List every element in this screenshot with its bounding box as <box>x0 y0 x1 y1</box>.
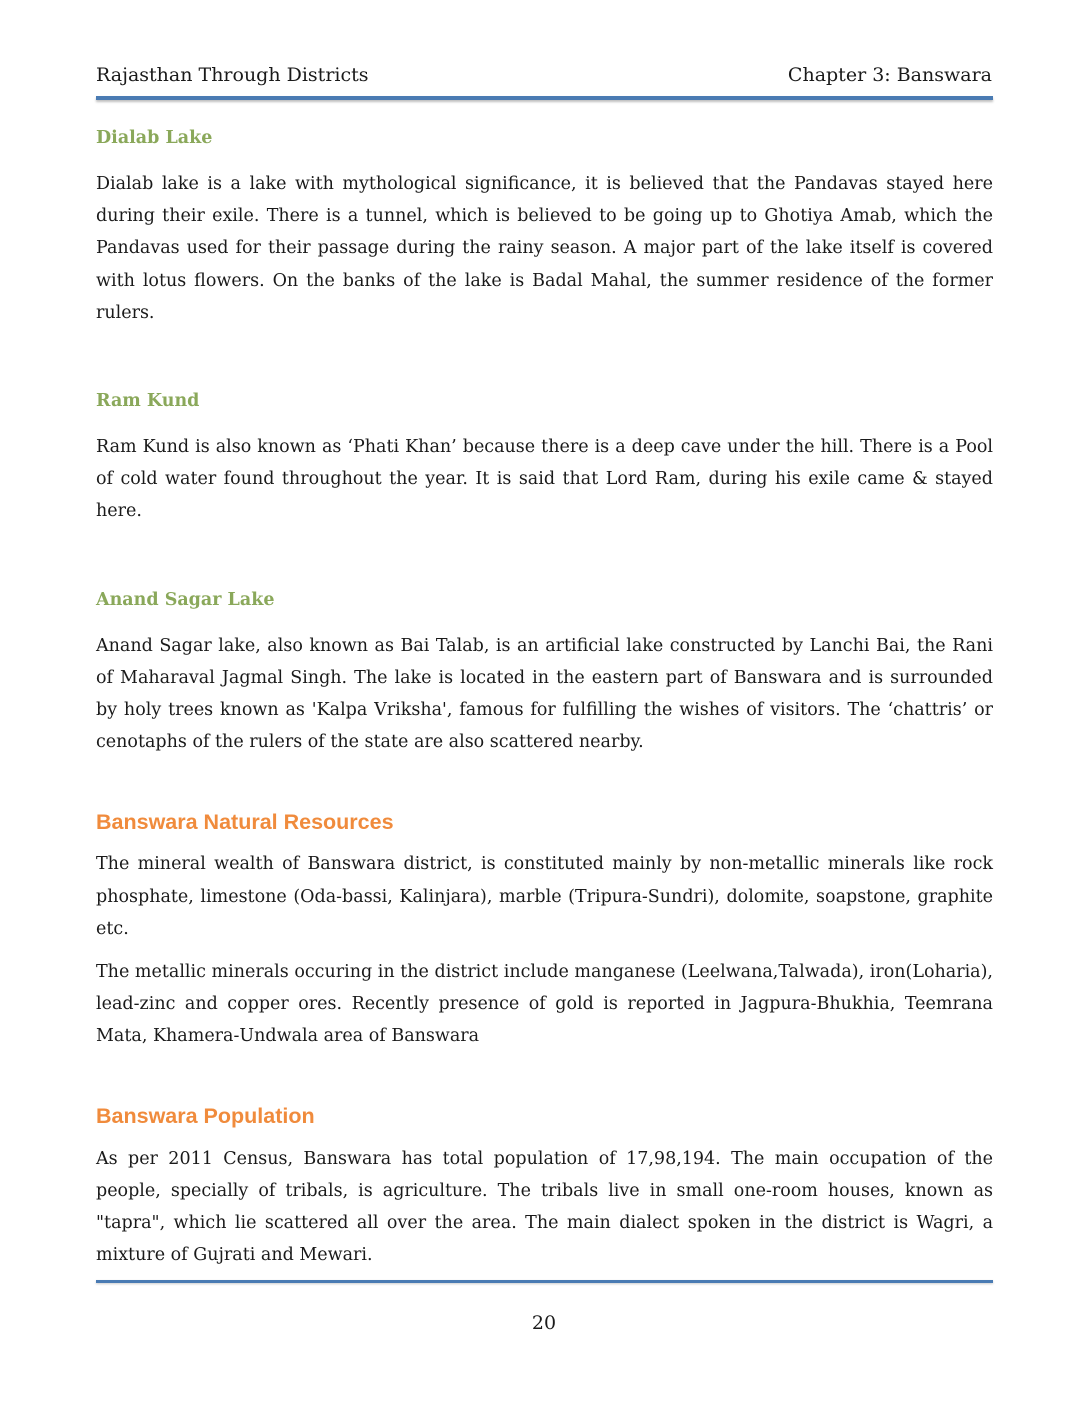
natural-resources-heading: Banswara Natural Resources <box>96 810 394 835</box>
book-title: Rajasthan Through Districts <box>96 64 369 86</box>
natural-resources-paragraph-2: The metallic minerals occuring in the district include manganese (Leelwana,Talwada), iron(Loharia), lead-zinc and copper ores. Recently presence of gold is reported in Jagpura-Bhukhia, Teemrana Mata, Khamera-Undwala area of Banswara <box>96 962 993 1047</box>
population-paragraph: As per 2011 Census, Banswara has total population of 17,98,194. The main occupation of the people, specially of tribals, is agriculture. The tribals live in small one-room houses, known as "tapra", which lie scattered all over the area. The main dialect spoken in the district is Wagri, a mixture of Gujrati and Mewari. <box>96 1148 993 1266</box>
anand-sagar-heading: Anand Sagar Lake <box>96 589 275 610</box>
header-rule <box>96 96 993 100</box>
page-content <box>96 125 993 1271</box>
page-number: 20 <box>531 1312 557 1334</box>
dialab-lake-heading: Dialab Lake <box>96 128 213 148</box>
natural-resources-paragraph-1: The mineral wealth of Banswara district, is constituted mainly by non-metallic minerals like rock phosphate, limestone (Oda-bassi, Kalinjara), marble (Tripura-Sundri), dolomite, soapstone, graphite etc. <box>96 854 993 939</box>
footer-rule <box>96 1280 993 1283</box>
chapter-title: Chapter 3: Banswara <box>787 64 992 86</box>
population-heading: Banswara Population <box>96 1103 315 1128</box>
ram-kund-heading: Ram Kund <box>96 391 200 412</box>
anand-sagar-paragraph: Anand Sagar lake, also known as Bai Talab, is an artificial lake constructed by Lanchi Bai, the Rani of Maharaval Jagmal Singh. The lake is located in the eastern part of Banswara and is surrounded by holy trees known as 'Kalpa Vriksha', famous for fulfilling the wishes of visitors. The ‘chattris’ or cenotaphs of the rulers of the state are also scattered nearby. <box>96 635 993 753</box>
dialab-lake-paragraph: Dialab lake is a lake with mythological significance, it is believed that the Pandavas stayed here during their exile. There is a tunnel, which is believed to be going up to Ghotiya Amab, which the Pandavas used for their passage during the rainy season. A major part of the lake itself is covered with lotus flowers. On the banks of the lake is Badal Mahal, the summer residence of the former rulers. <box>96 174 993 323</box>
page-header <box>96 62 992 88</box>
ram-kund-paragraph: Ram Kund is also known as ‘Phati Khan’ because there is a deep cave under the hill. There is a Pool of cold water found throughout the year. It is said that Lord Ram, during his exile came & stayed here. <box>96 437 993 522</box>
